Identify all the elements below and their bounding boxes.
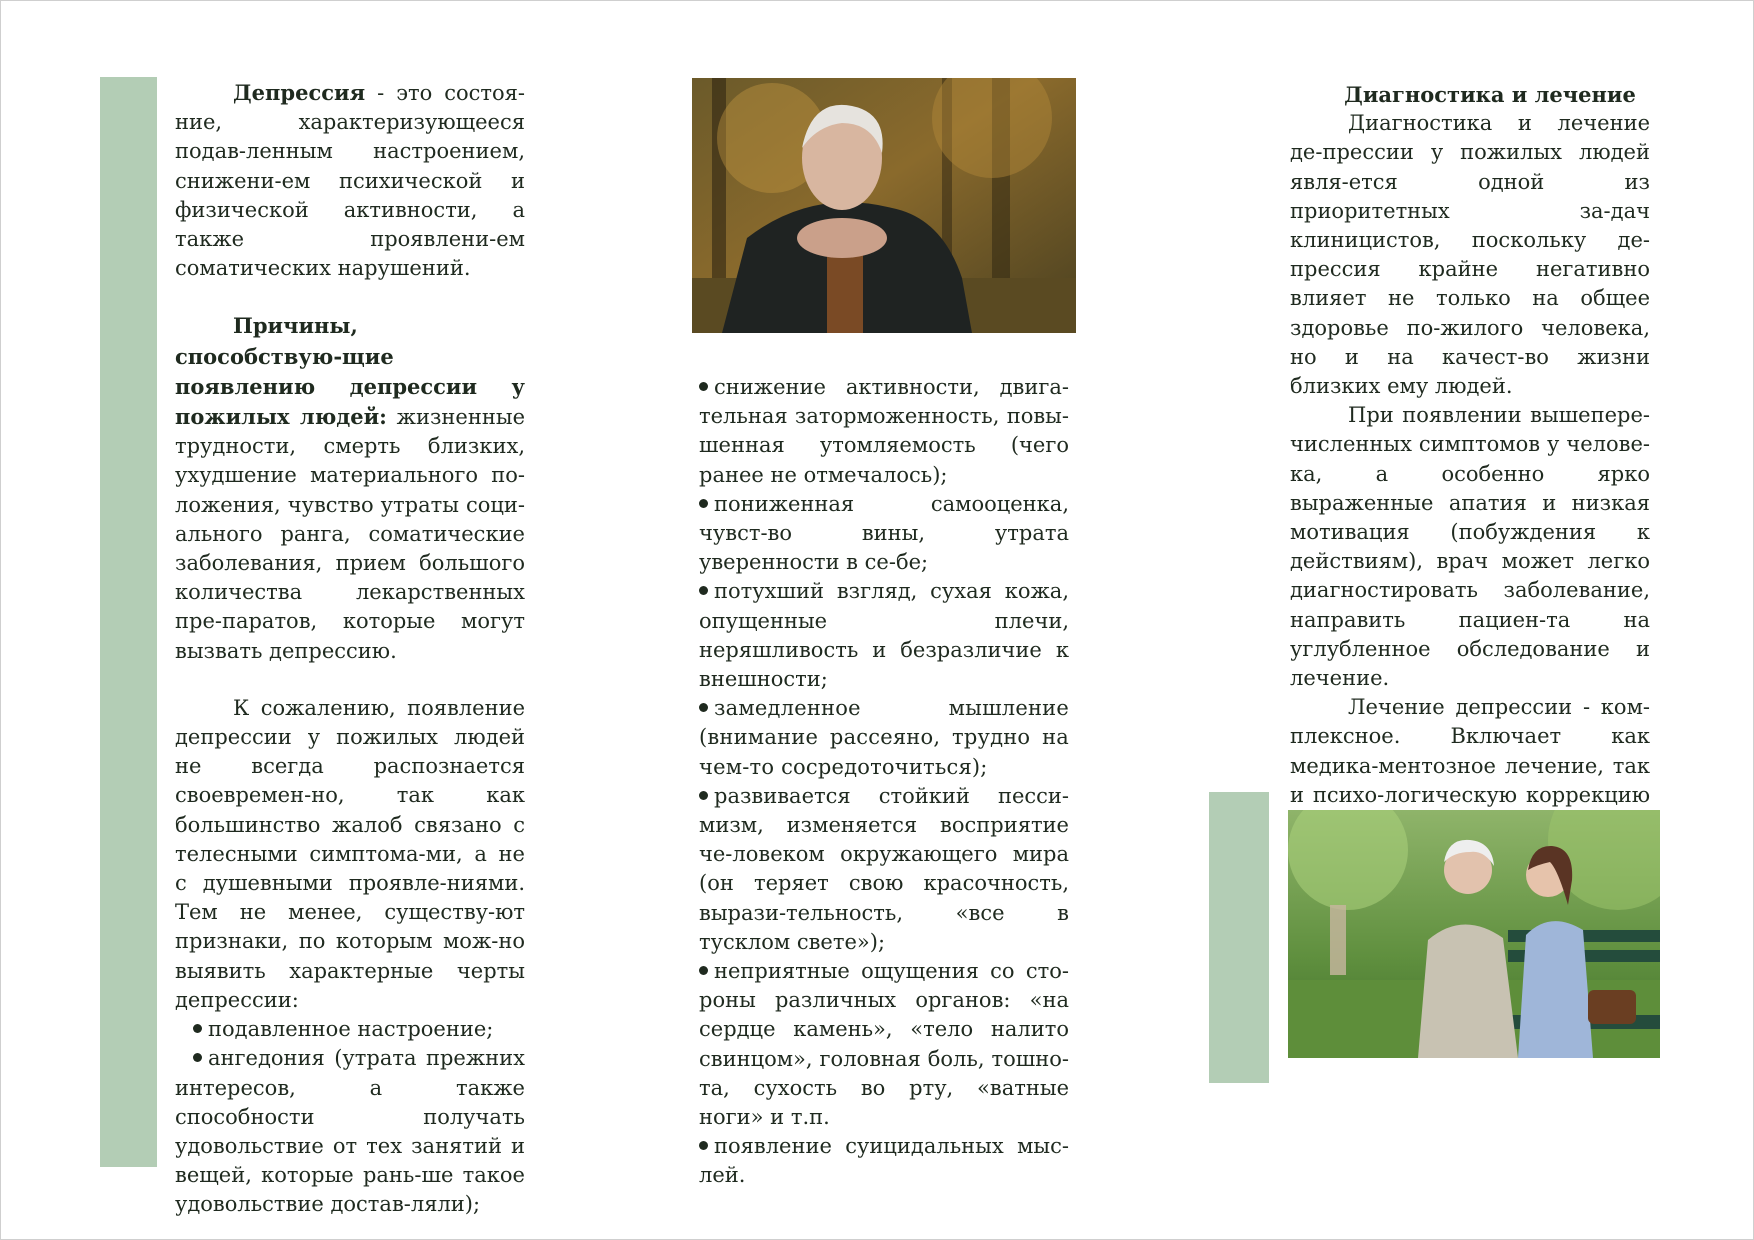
bullet-icon	[699, 791, 708, 800]
bullet-icon	[193, 1053, 202, 1062]
middle-column	[699, 373, 1069, 1191]
left-accent-bar	[100, 77, 157, 1167]
list-item: неприятные ощущения со сто-роны различных органов: «на сердце камень», «тело налито свинцом», головная боль, тошно-та, сухость во рту, «ватные ноги» и т.п.	[699, 959, 1069, 1130]
right-paragraph-1: Диагностика и лечение де-прессии у пожилых людей явля-ется одной из приоритетных за-дач клиницистов, поскольку де-прессия крайне негативно влияет не только на общее здоровье по-жилого человека, но и на качест-во жизни близких ему людей.	[1290, 111, 1650, 399]
elderly-man-photo-icon	[692, 78, 1076, 333]
right-paragraph-3: Лечение депрессии - ком-плексное. Включает как медика-ментозное лечение, так и психо-логическую коррекцию	[1290, 695, 1650, 807]
regret-paragraph: К сожалению, появление депрессии у пожилых людей не всегда распознается своевремен-но, так как большинство жалоб связано с телесными симптома-ми, а не с душевными проявле-ниями. Тем не менее, существу-ют признаки, по которым мож-но выявить характерные черты депрессии:	[175, 695, 525, 1012]
left-column	[175, 78, 525, 1220]
bullet-icon	[699, 703, 708, 712]
list-item: пониженная самооценка, чувст-во вины, утрата уверенности в се-бе;	[699, 491, 1069, 575]
bullet-icon	[193, 1024, 202, 1033]
bullet-icon	[699, 382, 708, 391]
bullet-icon	[699, 1141, 708, 1150]
causes-title: Причины, способствую-щие появлению депрессии у пожилых людей:	[175, 313, 525, 430]
elderly-man-photo	[692, 78, 1076, 333]
list-item: развивается стойкий песси-мизм, изменяется восприятие че-ловеком окружающего мира (он теряет свою красочность, вырази-тельность, «все в тусклом свете»);	[699, 783, 1069, 954]
causes-text: жизненные трудности, смерть близких, ухудшение материального по-ложения, чувство утраты соци-ального ранга, соматические заболевания, прием большого количества лекарственных пре-паратов, которые могут вызвать депрессию.	[175, 405, 525, 663]
bullet-icon	[699, 499, 708, 508]
right-column	[1290, 80, 1650, 839]
list-item: потухший взгляд, сухая кожа, опущенные плечи, неряшливость и безразличие к внешности;	[699, 579, 1069, 692]
intro-text: - это состоя-ние, характеризующееся подав-ленным настроением, снижени-ем психической и физической активности, а также проявлени-ем соматических нарушений.	[175, 81, 525, 281]
intro-paragraph	[175, 78, 525, 283]
right-paragraph-2: При появлении вышепере-численных симптомов у челове-ка, а особенно ярко выраженные апатия и низкая мотивация (побуждения к действиям), врач может легко диагностировать заболевание, направить пациен-та на углубленное обследование и лечение.	[1290, 403, 1650, 691]
right-accent-bar	[1209, 792, 1269, 1083]
elderly-woman-with-caregiver-photo-icon	[1288, 810, 1660, 1058]
list-item: ангедония (утрата прежних интересов, а также способности получать удовольствие от тех занятий и вещей, которые рань-ше такое удовольствие достав-ляли);	[175, 1046, 525, 1217]
list-item: замедленное мышление (внимание рассеяно, трудно на чем-то сосредоточиться);	[699, 696, 1069, 779]
bullet-icon	[699, 966, 708, 975]
list-item: подавленное настроение;	[175, 1015, 525, 1044]
intro-title: Депрессия	[233, 80, 366, 105]
causes-paragraph	[175, 311, 525, 665]
elderly-woman-with-caregiver-photo	[1288, 810, 1660, 1058]
list-item: снижение активности, двига-тельная заторможенность, повы-шенная утомляемость (чего ранее не отмечалось);	[699, 375, 1069, 487]
bullet-icon	[699, 586, 708, 595]
right-title: Диагностика и лечение	[1344, 82, 1636, 107]
list-item: появление суицидальных мыс-лей.	[699, 1134, 1069, 1188]
